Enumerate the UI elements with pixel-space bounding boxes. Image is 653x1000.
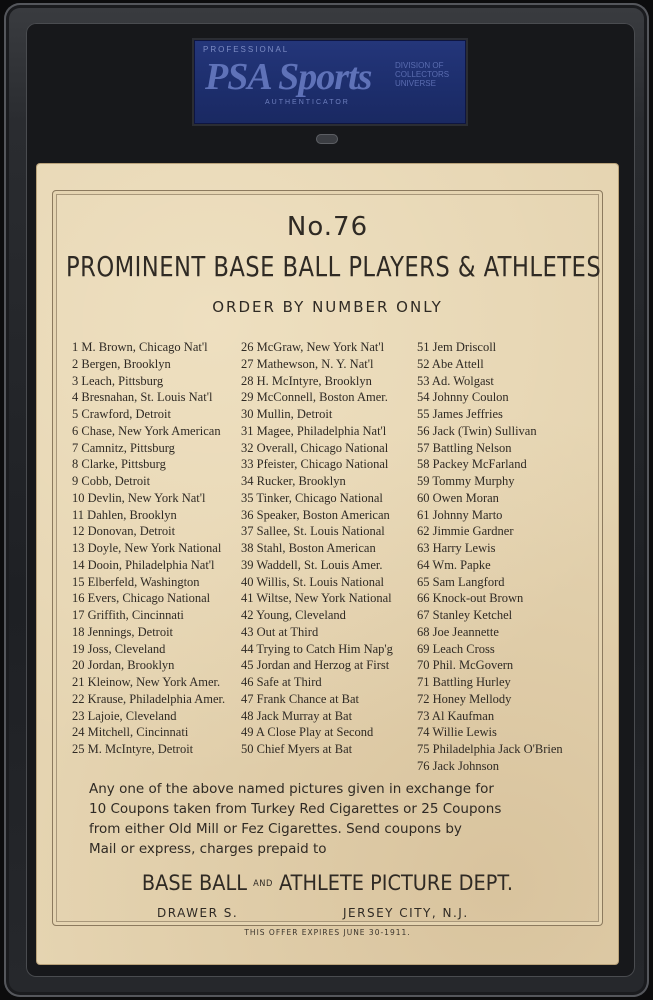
list-item: 49 A Close Play at Second — [241, 725, 374, 740]
list-item: 67 Stanley Ketchel — [417, 608, 513, 622]
list-item: 34 Rucker, Brooklyn — [241, 474, 346, 488]
address-city: JERSEY CITY, N.J. — [343, 906, 469, 920]
list-item: 24 Mitchell, Cincinnati — [72, 725, 189, 740]
list-item: 23 Lajoie, Cleveland — [72, 708, 177, 723]
notice-line: Any one of the above named pictures given in exchange for — [89, 781, 494, 797]
list-item: 59 Tommy Murphy — [417, 474, 515, 488]
list-item: 12 Donovan, Detroit — [72, 524, 176, 539]
list-item: 64 Wm. Papke — [417, 557, 491, 572]
logo-top-text: PROFESSIONAL — [203, 45, 290, 54]
dept-left: BASE BALL — [141, 871, 248, 895]
department-heading — [60, 871, 595, 895]
list-item: 51 Jem Driscoll — [417, 340, 497, 354]
list-item: 46 Safe at Third — [241, 675, 322, 689]
address-drawer: DRAWER S. — [157, 906, 239, 920]
list-item: 75 Philadelphia Jack O'Brien — [417, 742, 563, 756]
list-item: 69 Leach Cross — [417, 641, 495, 656]
list-item: 73 Al Kaufman — [417, 708, 495, 723]
list-item: 50 Chief Myers at Bat — [241, 742, 353, 756]
list-item: 44 Trying to Catch Him Nap'g — [241, 641, 393, 656]
list-item: 2 Bergen, Brooklyn — [72, 356, 171, 371]
list-item: 7 Camnitz, Pittsburg — [72, 440, 175, 455]
notice-line: Mail or express, charges prepaid to — [89, 841, 327, 857]
list-item: 19 Joss, Cleveland — [72, 641, 166, 656]
list-item: 43 Out at Third — [241, 624, 319, 639]
list-item: 22 Krause, Philadelphia Amer. — [72, 691, 226, 706]
list-item: 1 M. Brown, Chicago Nat'l — [72, 340, 208, 354]
list-item: 47 Frank Chance at Bat — [241, 691, 360, 706]
list-item: 38 Stahl, Boston American — [241, 541, 376, 555]
list-item: 36 Speaker, Boston American — [241, 507, 390, 522]
list-item: 54 Johnny Coulon — [417, 390, 509, 405]
psa-logo: PSA Sports — [205, 56, 372, 98]
list-item: 74 Willie Lewis — [417, 725, 497, 740]
list-item: 61 Johnny Marto — [417, 507, 503, 522]
list-item: 20 Jordan, Brooklyn — [72, 658, 175, 673]
card-back — [37, 164, 618, 964]
list-item: 14 Dooin, Philadelphia Nat'l — [72, 557, 215, 572]
list-item: 17 Griffith, Cincinnati — [72, 608, 184, 622]
list-item: 70 Phil. McGovern — [417, 658, 514, 673]
list-item: 9 Cobb, Detroit — [72, 474, 151, 488]
list-item: 40 Willis, St. Louis National — [241, 574, 385, 589]
notice-line: 10 Coupons taken from Turkey Red Cigarettes or 25 Coupons — [89, 801, 502, 817]
grading-label — [194, 40, 466, 124]
player-list-column-2 — [241, 339, 393, 758]
list-item: 66 Knock-out Brown — [417, 591, 524, 606]
list-item: 71 Battling Hurley — [417, 675, 511, 689]
list-item: 65 Sam Langford — [417, 574, 505, 589]
list-item: 76 Jack Johnson — [417, 758, 499, 773]
notice-line: from either Old Mill or Fez Cigarettes. Send coupons by — [89, 821, 462, 837]
card-title: PROMINENT BASE BALL PLAYERS & ATHLETES — [66, 250, 602, 283]
list-item: 41 Wiltse, New York National — [241, 591, 392, 606]
list-item: 4 Bresnahan, St. Louis Nat'l — [72, 390, 213, 405]
player-list-column-3 — [417, 339, 563, 775]
list-item: 25 M. McIntyre, Detroit — [72, 742, 194, 756]
list-item: 55 James Jeffries — [417, 407, 503, 421]
card-subtitle: ORDER BY NUMBER ONLY — [212, 298, 443, 316]
list-item: 60 Owen Moran — [417, 490, 499, 505]
list-item: 45 Jordan and Herzog at First — [241, 658, 390, 673]
dept-right: ATHLETE PICTURE DEPT. — [278, 871, 514, 895]
list-item: 15 Elberfeld, Washington — [72, 574, 200, 589]
list-item: 37 Sallee, St. Louis National — [241, 524, 385, 539]
list-item: 29 McConnell, Boston Amer. — [241, 390, 388, 405]
list-item: 11 Dahlen, Brooklyn — [72, 507, 177, 522]
list-item: 63 Harry Lewis — [417, 541, 496, 555]
list-item: 5 Crawford, Detroit — [72, 407, 171, 421]
list-item: 21 Kleinow, New York Amer. — [72, 675, 221, 689]
player-list-column-1 — [72, 339, 225, 758]
list-item: 31 Magee, Philadelphia Nat'l — [241, 423, 387, 438]
list-item: 27 Mathewson, N. Y. Nat'l — [241, 356, 374, 371]
list-item: 58 Packey McFarland — [417, 457, 527, 472]
list-item: 8 Clarke, Pittsburg — [72, 457, 166, 472]
list-item: 33 Pfeister, Chicago National — [241, 457, 389, 472]
holder-clip-icon — [316, 134, 338, 144]
list-item: 57 Battling Nelson — [417, 440, 512, 455]
list-item: 26 McGraw, New York Nat'l — [241, 340, 385, 354]
list-item: 6 Chase, New York American — [72, 423, 221, 438]
list-item: 10 Devlin, New York Nat'l — [72, 490, 206, 505]
list-item: 3 Leach, Pittsburg — [72, 373, 164, 388]
list-item: 30 Mullin, Detroit — [241, 407, 333, 421]
list-item: 68 Joe Jeannette — [417, 624, 499, 639]
dept-and: AND — [253, 879, 273, 889]
list-item: 35 Tinker, Chicago National — [241, 490, 383, 505]
list-item: 32 Overall, Chicago National — [241, 440, 389, 455]
list-item: 39 Waddell, St. Louis Amer. — [241, 557, 383, 572]
list-item: 56 Jack (Twin) Sullivan — [417, 423, 537, 438]
list-item: 62 Jimmie Gardner — [417, 524, 514, 539]
logo-division-text: DIVISION OF COLLECTORS UNIVERSE — [395, 61, 450, 88]
list-item: 53 Ad. Wolgast — [417, 373, 494, 388]
list-item: 52 Abe Attell — [417, 356, 484, 371]
list-item: 18 Jennings, Detroit — [72, 624, 174, 639]
logo-sub-text: AUTHENTICATOR — [265, 99, 350, 106]
list-item: 72 Honey Mellody — [417, 691, 512, 706]
list-item: 42 Young, Cleveland — [241, 608, 346, 622]
offer-notice — [89, 779, 569, 859]
card-number: No.76 — [286, 212, 369, 242]
offer-expiry: THIS OFFER EXPIRES JUNE 30-1911. — [244, 928, 411, 937]
list-item: 28 H. McIntyre, Brooklyn — [241, 373, 372, 388]
list-item: 13 Doyle, New York National — [72, 541, 222, 555]
list-item: 16 Evers, Chicago National — [72, 591, 211, 606]
list-item: 48 Jack Murray at Bat — [241, 708, 353, 723]
